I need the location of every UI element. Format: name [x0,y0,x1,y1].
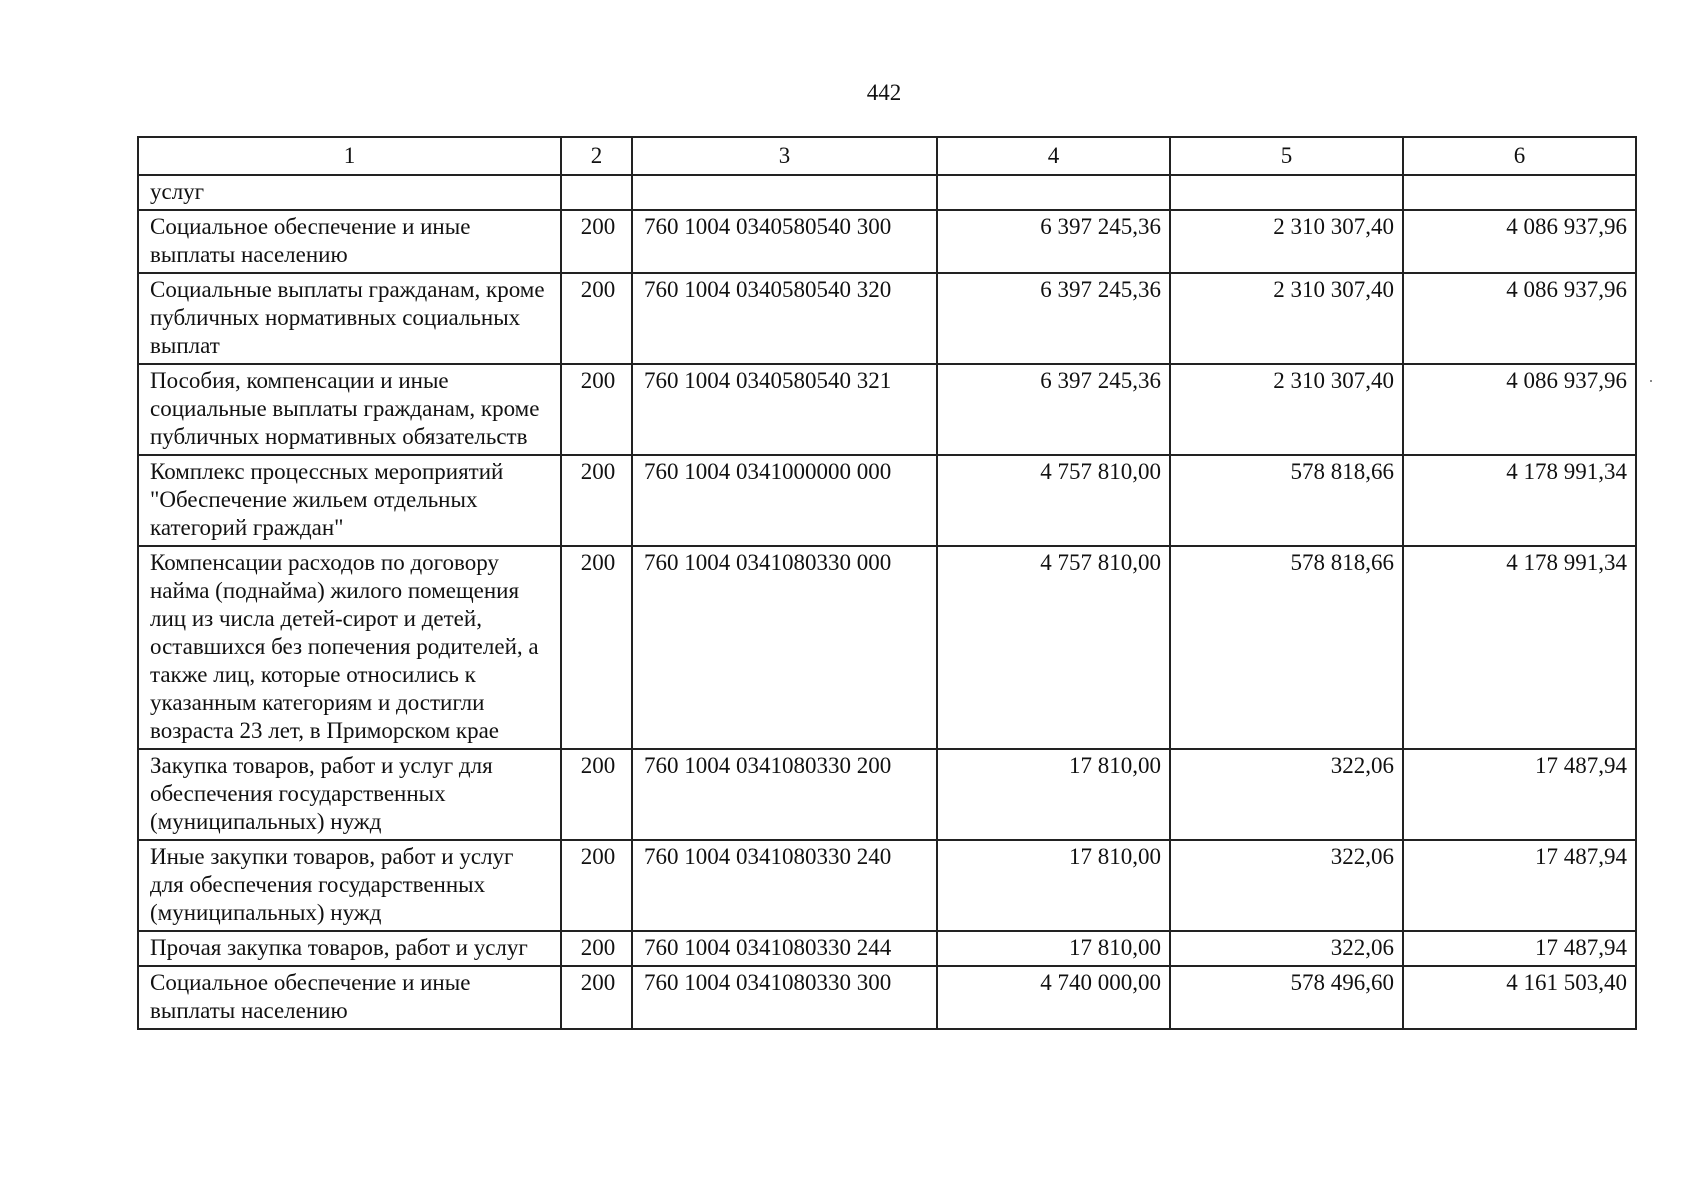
table-row [138,455,1636,546]
row-executed-amount: 578 496,60 [1170,966,1403,1029]
row-plan-amount [937,175,1170,210]
row-executed-amount: 322,06 [1170,749,1403,840]
table-row [138,931,1636,966]
row-executed-amount [1170,175,1403,210]
row-name: Социальное обеспечение и иные выплаты населению [138,210,561,273]
row-executed-amount: 2 310 307,40 [1170,210,1403,273]
column-header-2: 2 [561,137,632,175]
row-executed-amount: 322,06 [1170,840,1403,931]
row-unexecuted-amount: 4 178 991,34 [1403,455,1636,546]
row-plan-amount: 4 757 810,00 [937,455,1170,546]
row-budget-code [632,175,937,210]
scan-artifact [1650,380,1652,382]
row-line-code: 200 [561,749,632,840]
row-plan-amount: 4 757 810,00 [937,546,1170,749]
row-unexecuted-amount: 4 086 937,96 [1403,273,1636,364]
row-budget-code: 760 1004 0341000000 000 [632,455,937,546]
row-budget-code: 760 1004 0341080330 000 [632,546,937,749]
row-line-code: 200 [561,931,632,966]
row-unexecuted-amount: 4 086 937,96 [1403,210,1636,273]
row-plan-amount: 6 397 245,36 [937,210,1170,273]
row-line-code: 200 [561,966,632,1029]
table-row [138,966,1636,1029]
row-name: услуг [138,175,561,210]
column-header-6: 6 [1403,137,1636,175]
row-executed-amount: 322,06 [1170,931,1403,966]
row-name: Комплекс процессных мероприятий "Обеспечение жильем отдельных категорий граждан" [138,455,561,546]
row-name: Иные закупки товаров, работ и услуг для обеспечения государственных (муниципальных) нужд [138,840,561,931]
column-header-3: 3 [632,137,937,175]
row-budget-code: 760 1004 0341080330 200 [632,749,937,840]
table-row [138,749,1636,840]
row-unexecuted-amount [1403,175,1636,210]
row-budget-code: 760 1004 0340580540 300 [632,210,937,273]
row-executed-amount: 578 818,66 [1170,546,1403,749]
row-unexecuted-amount: 4 161 503,40 [1403,966,1636,1029]
page-number: 442 [866,80,902,105]
row-plan-amount: 6 397 245,36 [937,364,1170,455]
row-plan-amount: 17 810,00 [937,840,1170,931]
row-line-code: 200 [561,840,632,931]
row-name: Компенсации расходов по договору найма (поднайма) жилого помещения лиц из числа детей-сирот и детей, оставшихся без попечения родителей, а также лиц, которые относились к указанным категориям и достигли возраста 23 лет, в Приморском крае [138,546,561,749]
table-row [138,210,1636,273]
row-plan-amount: 17 810,00 [937,931,1170,966]
row-line-code: 200 [561,210,632,273]
row-name: Социальное обеспечение и иные выплаты населению [138,966,561,1029]
row-line-code: 200 [561,546,632,749]
row-unexecuted-amount: 17 487,94 [1403,749,1636,840]
table-row [138,175,1636,210]
row-name: Пособия, компенсации и иные социальные выплаты гражданам, кроме публичных нормативных обязательств [138,364,561,455]
row-name: Прочая закупка товаров, работ и услуг [138,931,561,966]
row-plan-amount: 4 740 000,00 [937,966,1170,1029]
row-budget-code: 760 1004 0340580540 321 [632,364,937,455]
table-row [138,364,1636,455]
row-name: Социальные выплаты гражданам, кроме публичных нормативных социальных выплат [138,273,561,364]
row-line-code [561,175,632,210]
row-budget-code: 760 1004 0341080330 300 [632,966,937,1029]
row-line-code: 200 [561,455,632,546]
row-line-code: 200 [561,364,632,455]
row-executed-amount: 2 310 307,40 [1170,273,1403,364]
table-row [138,840,1636,931]
row-unexecuted-amount: 4 086 937,96 [1403,364,1636,455]
budget-execution-table [137,136,1637,1030]
column-header-4: 4 [937,137,1170,175]
column-number-header-row [138,137,1636,175]
row-budget-code: 760 1004 0341080330 244 [632,931,937,966]
row-unexecuted-amount: 17 487,94 [1403,931,1636,966]
row-executed-amount: 2 310 307,40 [1170,364,1403,455]
table-row [138,273,1636,364]
row-line-code: 200 [561,273,632,364]
row-unexecuted-amount: 17 487,94 [1403,840,1636,931]
row-executed-amount: 578 818,66 [1170,455,1403,546]
table-row [138,546,1636,749]
row-budget-code: 760 1004 0341080330 240 [632,840,937,931]
column-header-1: 1 [138,137,561,175]
column-header-5: 5 [1170,137,1403,175]
row-plan-amount: 17 810,00 [937,749,1170,840]
row-unexecuted-amount: 4 178 991,34 [1403,546,1636,749]
row-plan-amount: 6 397 245,36 [937,273,1170,364]
row-name: Закупка товаров, работ и услуг для обеспечения государственных (муниципальных) нужд [138,749,561,840]
row-budget-code: 760 1004 0340580540 320 [632,273,937,364]
